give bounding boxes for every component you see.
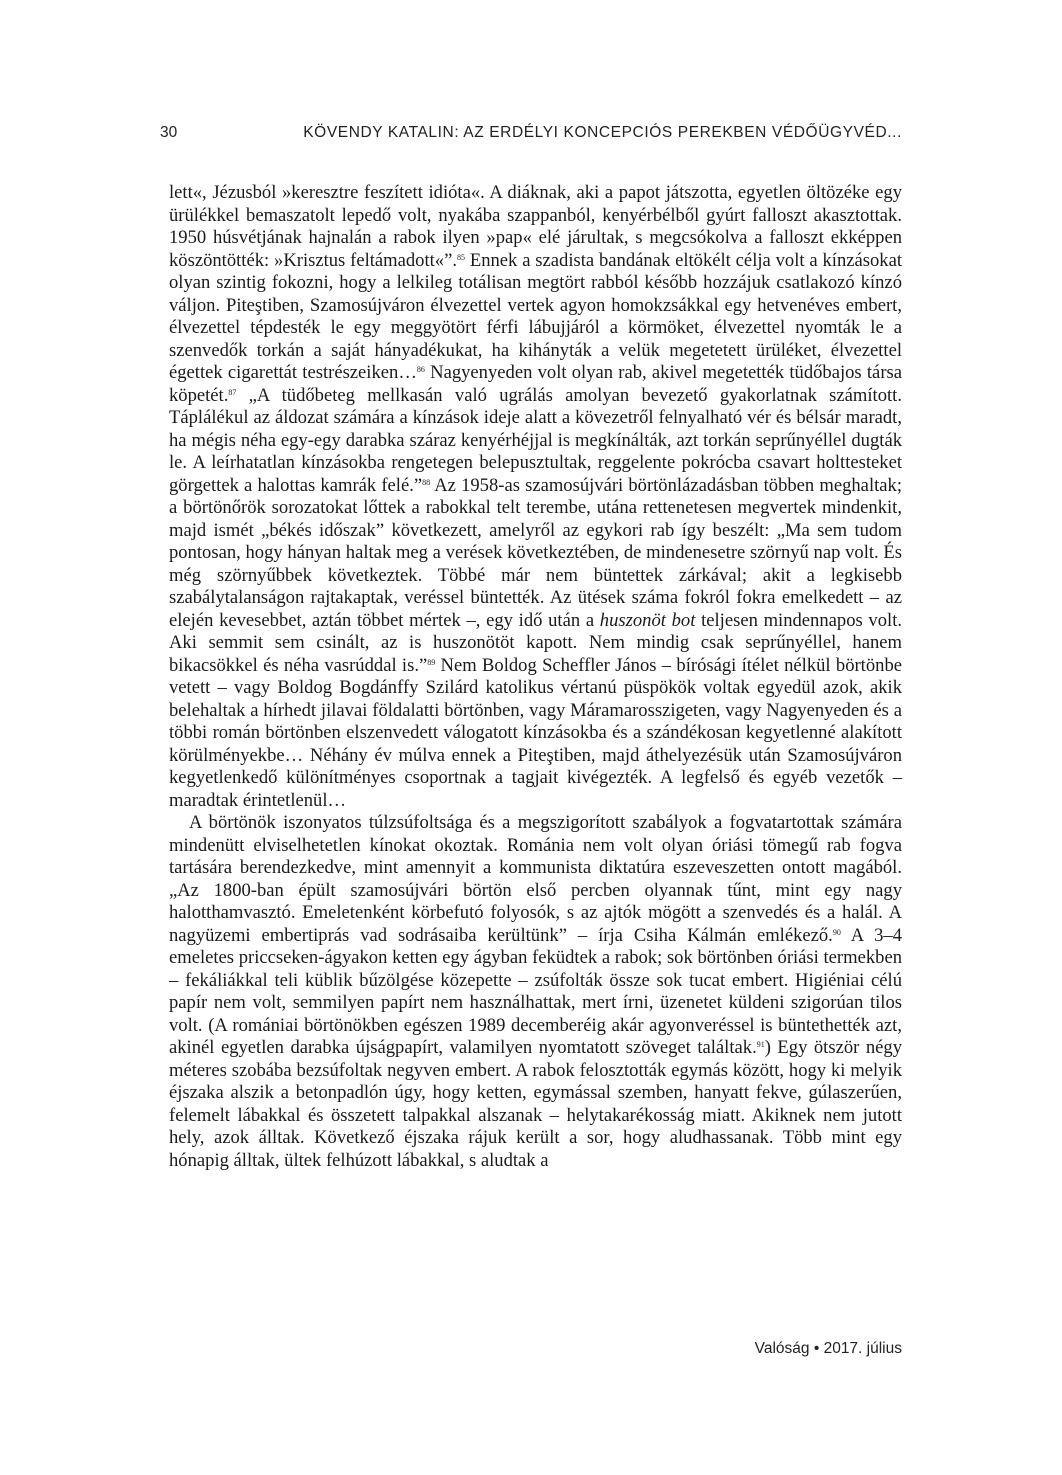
- text-run: teljesen mindennapos volt. Aki semmit sem csinált, az is huszonötöt kapott. Nem mindig csak seprűnyéllel, hanem bikacsökkel és néha vasrúddal is.”: [169, 609, 903, 676]
- text-run: Nagyenyeden volt olyan rab, akivel megetették tüdőbajos társa köpetét.: [169, 362, 902, 406]
- article-body: [169, 182, 902, 1172]
- page-footer: Valóság • 2017. július: [754, 1340, 902, 1357]
- paragraph-2: [169, 812, 902, 1172]
- text-run: „A tüdőbeteg mellkasán való ugrálás amolyan bevezető gyakorlatnak számított. Táplálékul az áldozat számára a kínzások ideje alatt a kövezetről felnyalható vér és bélsár maradt, ha mégis néha egy-egy darabka száraz kenyérhéjjal is megkínálták, azt torkán seprűnyéllel dugták le. A leírhatatlan kínzásokba rengetegen belepusztultak, reggelente pokrócba csavart holttesteket görgettek a halottas kamrák felé.”: [169, 384, 902, 496]
- footnote-ref-91[interactable]: 91: [756, 1040, 765, 1049]
- text-run: Nem Boldog Scheffler János – bírósági ítélet nélkül börtönbe vetett – vagy Boldog Bogdánffy Szilárd katolikus vértanú püspökök voltak egyedül azok, akik belehaltak a hírhedt jilavai földalatti börtönben, vagy Máramarosszigeten, vagy Nagyenyeden és a többi román börtönben elszenvedett válogatott kínzásokba és a szándékosan kegyetlenné alakított körülményekbe… Néhány év múlva ennek a Piteştiben, majd áthelyezésük után Szamosújváron kegyetlenkedő különítményes csoportnak a tagjait kivégezték. A legfelső és egyéb vezetők – maradtak érintetlenül…: [169, 654, 902, 811]
- text-run: Ennek a szadista bandának eltökélt célja volt a kínzásokat olyan szintig fokozni, hogy a lelkileg totálisan megtört rabból később hozzájuk csatlakozó kínzó váljon. Piteştiben, Szamosújváron élvezettel vertek agyon homokzsákkal egy hetvenéves embert, élvezettel tépdesték le egy meggyötört férfi lábujjáról a körmöket, élvezettel nyomták le a szenvedők torkán a saját hányadékukat, ha kihányták a velük megetetett ürüléket, élvezettel égettek cigarettát testrészeiken…: [169, 249, 902, 383]
- footnote-ref-89[interactable]: 89: [427, 657, 436, 667]
- page-header: [160, 124, 902, 148]
- text-run: Az 1958-as szamosújvári börtönlázadásban többen meghaltak; a börtönőrök sorozatokat lőttek a rabokkal telt terembe, utána rettenetesen megvertek mindenkit, majd ismét „békés időszak” következett, amelyről az egykori rab így beszélt: „Ma sem tudom pontosan, hogy hányan haltak meg a verések következtében, de mindenesetre szörnyű nap volt. És még szörnyűbbek következtek. Többé már nem büntettek zárkával; akit a legkisebb szabálytalanságon rajtakaptak, veréssel büntették. Az ütések száma fokról fokra emelkedett – az elején kevesebbet, aztán többet mértek –, egy idő után a: [169, 474, 902, 631]
- footnote-ref-85[interactable]: 85: [457, 252, 466, 262]
- page-number: 30: [160, 124, 178, 141]
- text-run: ) Egy ötször négy méteres szobába bezsúfoltak negyven embert. A rabok felosztották egymás között, hogy ki melyik éjszaka alszik a betonpadlón úgy, hogy ketten, egymással szemben, hanyatt fekve, gúlaszerűen, felemelt lábakkal és összetett talpakkal alszanak – helytakarékosság miatt. Akiknek nem jutott hely, azok álltak. Következő éjszaka rájuk került a sor, hogy aludhassanak. Több mint egy hónapig álltak, ültek felhúzott lábakkal, s aludtak a: [169, 1037, 902, 1171]
- running-title: KÖVENDY KATALIN: AZ ERDÉLYI KONCEPCIÓS PEREKBEN VÉDŐÜGYVÉD...: [303, 124, 902, 141]
- footnote-ref-87[interactable]: 87: [228, 387, 237, 397]
- italic-phrase: huszonöt bot: [599, 609, 696, 631]
- text-run: A börtönök iszonyatos túlzsúfoltsága és a megszigorított szabályok a fogvatartottak számára mindenütt elviselhetetlen kínokat okoztak. Románia nem volt olyan óriási tömegű rab fogva tartására berendezkedve, mint amennyit a kommunista diktatúra eszeveszetten ontott magából. „Az 1800-ban épült szamosújvári börtön első percben olyannak tűnt, mint egy nagy halotthamvasztó. Emeletenként körbefutó folyosók, s az ajtók mögött a szenvedés és a halál. A nagyüzemi embertiprás vad sodrásaiba kerültünk” – írja Csiha Kálmán emlékező.: [169, 812, 902, 946]
- footnote-ref-86[interactable]: 86: [416, 365, 425, 374]
- text-run: lett«, Jézusból »keresztre feszített idióta«. A diáknak, aki a papot játszotta, egyetlen öltözéke egy ürülékkel bemaszatolt lepedő volt, nyakába szappanból, kenyérbélből gyúrt falloszt akasztottak. 1950 húsvétjának hajnalán a rabok ilyen »pap« elé járultak, s megcsókolva a falloszt ekképpen köszöntötték: »Krisztus feltámadott«”.: [169, 182, 902, 271]
- paragraph-1: [169, 182, 902, 812]
- footnote-ref-90[interactable]: 90: [832, 927, 841, 937]
- text-run: A 3–4 emeletes priccseken-ágyakon ketten egy ágyban feküdtek a rabok; sok börtönben óriási termekben – fekáliákkal teli küblik bűzölgése közepette – zsúfolták össze sok tucat embert. Higiéniai célú papír nem volt, semmilyen papírt nem használhattak, mert írni, üzenetet küldeni szigorúan tilos volt. (A romániai börtönökben egészen 1989 decemberéig akár agyonveréssel is büntethették azt, akinél egyetlen darabka újságpapírt, valamilyen nyomtatott szöveget találtak.: [169, 924, 902, 1058]
- footnote-ref-88[interactable]: 88: [422, 477, 431, 487]
